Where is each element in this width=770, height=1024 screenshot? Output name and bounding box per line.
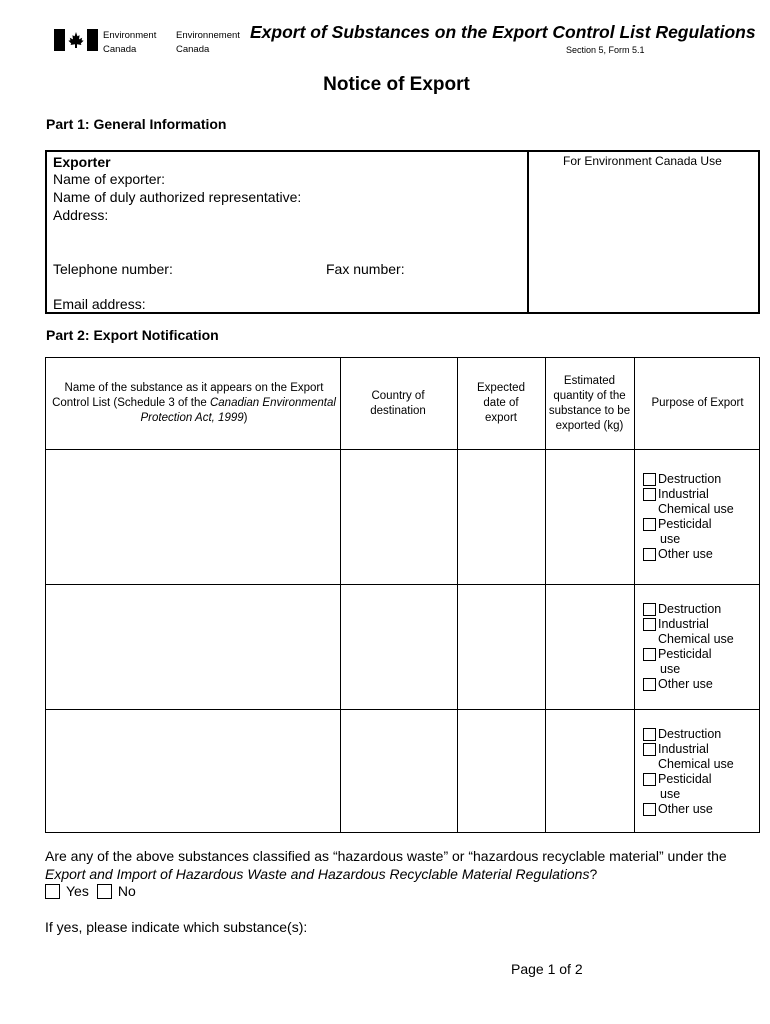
telephone-field[interactable]: Telephone number: bbox=[53, 261, 173, 277]
hazard-answer-options bbox=[45, 883, 144, 900]
industrial-checkbox[interactable] bbox=[643, 618, 656, 631]
department-name-fr bbox=[176, 29, 240, 57]
row-divider bbox=[46, 584, 759, 585]
header-date bbox=[470, 358, 532, 449]
part1-heading: Part 1: General Information bbox=[46, 116, 227, 132]
dept-fr-line1: Environnement bbox=[176, 30, 240, 41]
email-field[interactable]: Email address: bbox=[53, 296, 146, 312]
pesticidal-checkbox[interactable] bbox=[643, 518, 656, 531]
section-reference: Section 5, Form 5.1 bbox=[566, 45, 645, 55]
pesticidal-label: Pesticidal bbox=[658, 647, 712, 661]
hazard-regulation-name: Export and Import of Hazardous Waste and Hazardous Recyclable Material Regulations bbox=[45, 866, 590, 882]
other-label: Other use bbox=[658, 802, 713, 816]
industrial-label-cont: Chemical use bbox=[658, 502, 734, 516]
purpose-destruction[interactable] bbox=[641, 727, 734, 742]
exporter-label: Exporter bbox=[53, 154, 111, 170]
column-divider bbox=[340, 358, 341, 832]
no-option[interactable] bbox=[97, 883, 136, 900]
header-quantity bbox=[547, 358, 632, 449]
purpose-pesticidal[interactable] bbox=[641, 517, 734, 532]
row-divider bbox=[46, 449, 759, 450]
header-country bbox=[354, 358, 442, 449]
industrial-label-cont: Chemical use bbox=[658, 757, 734, 771]
yes-option[interactable] bbox=[45, 883, 89, 900]
pesticidal-label-cont: use bbox=[660, 787, 681, 801]
purpose-options-row-3 bbox=[641, 727, 734, 817]
industrial-label: Industrial bbox=[658, 742, 709, 756]
pesticidal-label-cont: use bbox=[660, 662, 681, 676]
purpose-industrial[interactable] bbox=[641, 617, 734, 632]
regulation-title: Export of Substances on the Export Control List Regulations bbox=[250, 22, 756, 42]
hazard-question-text: Are any of the above substances classified as “hazardous waste” or “hazardous recyclable material” under the bbox=[45, 848, 727, 864]
destruction-checkbox[interactable] bbox=[643, 603, 656, 616]
destruction-label: Destruction bbox=[658, 602, 722, 616]
purpose-options-row-2 bbox=[641, 602, 734, 692]
dept-en-line1: Environment bbox=[103, 30, 157, 41]
general-information-box bbox=[45, 150, 760, 314]
header-substance-text: Name of the substance as it appears on the Export Control List (Schedule 3 of the bbox=[52, 382, 324, 409]
header-substance-name bbox=[52, 358, 336, 449]
office-use-label: For Environment Canada Use bbox=[563, 154, 722, 168]
pesticidal-label: Pesticidal bbox=[658, 772, 712, 786]
yes-checkbox[interactable] bbox=[45, 884, 60, 899]
pesticidal-label: Pesticidal bbox=[658, 517, 712, 531]
department-name-en bbox=[103, 29, 156, 57]
purpose-destruction[interactable] bbox=[641, 602, 734, 617]
purpose-options-row-1 bbox=[641, 472, 734, 562]
purpose-pesticidal[interactable] bbox=[641, 772, 734, 787]
pesticidal-label-cont: use bbox=[660, 532, 681, 546]
purpose-destruction[interactable] bbox=[641, 472, 734, 487]
page-number: Page 1 of 2 bbox=[511, 961, 583, 977]
header-substance-close: ) bbox=[243, 412, 248, 424]
row-divider bbox=[46, 709, 759, 710]
pesticidal-checkbox[interactable] bbox=[643, 648, 656, 661]
header-quantity-text: Estimated quantity of the substance to be exported (kg) bbox=[548, 374, 631, 432]
destruction-label: Destruction bbox=[658, 472, 722, 486]
canada-flag-icon bbox=[54, 29, 98, 51]
column-divider bbox=[545, 358, 546, 832]
other-label: Other use bbox=[658, 677, 713, 691]
industrial-label-cont: Chemical use bbox=[658, 632, 734, 646]
purpose-industrial[interactable] bbox=[641, 487, 734, 502]
purpose-industrial[interactable] bbox=[641, 742, 734, 757]
page-title: Notice of Export bbox=[323, 74, 470, 95]
address-field[interactable]: Address: bbox=[53, 207, 109, 223]
destruction-checkbox[interactable] bbox=[643, 473, 656, 486]
header-substance-act: Canadian Environmental Protection Act, 1999 bbox=[140, 397, 336, 424]
no-label: No bbox=[117, 883, 136, 899]
industrial-label: Industrial bbox=[658, 487, 709, 501]
which-substances-field[interactable]: If yes, please indicate which substance(s): bbox=[45, 919, 308, 935]
pesticidal-checkbox[interactable] bbox=[643, 773, 656, 786]
purpose-other[interactable] bbox=[641, 677, 734, 692]
yes-label: Yes bbox=[66, 883, 89, 899]
other-checkbox[interactable] bbox=[643, 803, 656, 816]
fax-field[interactable]: Fax number: bbox=[326, 261, 405, 277]
header-date-text: Expected date of export bbox=[477, 382, 525, 424]
column-divider bbox=[634, 358, 635, 832]
header-country-text: Country of destination bbox=[370, 389, 426, 417]
dept-fr-line2: Canada bbox=[176, 44, 210, 55]
other-label: Other use bbox=[658, 547, 713, 561]
box-divider bbox=[527, 152, 529, 312]
authorized-representative-field[interactable]: Name of duly authorized representative: bbox=[53, 189, 302, 205]
industrial-checkbox[interactable] bbox=[643, 488, 656, 501]
dept-en-line2: Canada bbox=[103, 44, 137, 55]
header-purpose-text: Purpose of Export bbox=[651, 397, 744, 409]
hazardous-waste-question bbox=[45, 847, 745, 883]
export-notification-table bbox=[45, 357, 760, 833]
hazard-question-mark: ? bbox=[589, 866, 598, 882]
name-of-exporter-field[interactable]: Name of exporter: bbox=[53, 171, 166, 187]
purpose-other[interactable] bbox=[641, 547, 734, 562]
destruction-checkbox[interactable] bbox=[643, 728, 656, 741]
no-checkbox[interactable] bbox=[97, 884, 112, 899]
purpose-other[interactable] bbox=[641, 802, 734, 817]
industrial-label: Industrial bbox=[658, 617, 709, 631]
industrial-checkbox[interactable] bbox=[643, 743, 656, 756]
column-divider bbox=[457, 358, 458, 832]
other-checkbox[interactable] bbox=[643, 548, 656, 561]
part2-heading: Part 2: Export Notification bbox=[46, 327, 219, 343]
destruction-label: Destruction bbox=[658, 727, 722, 741]
header-purpose bbox=[636, 358, 759, 449]
purpose-pesticidal[interactable] bbox=[641, 647, 734, 662]
other-checkbox[interactable] bbox=[643, 678, 656, 691]
